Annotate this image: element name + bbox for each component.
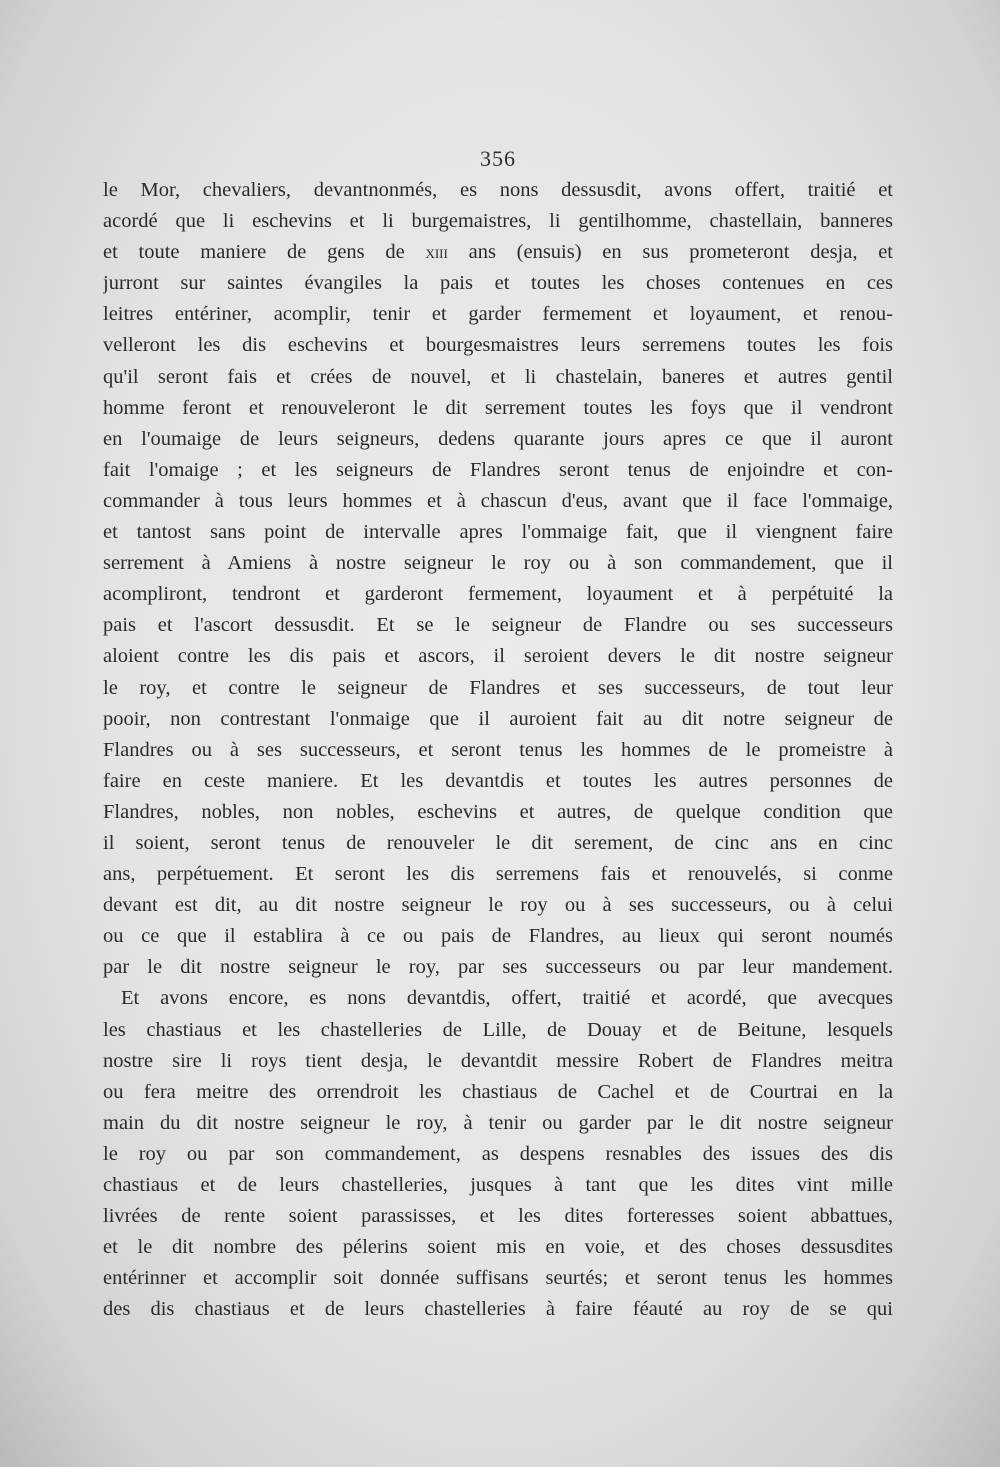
text-line: pais et l'ascort dessusdit. Et se le seigneur de Flandre ou ses successeurs	[103, 614, 893, 637]
text-segment: ans (ensuis) en sus prometeront desja, et	[447, 241, 893, 264]
body-text	[103, 175, 893, 1325]
page-number: 356	[480, 146, 516, 171]
text-line: et le dit nombre des pélerins soient mis en voie, et des choses dessusdites	[103, 1236, 893, 1259]
text-line: pooir, non contrestant l'onmaige que il auroient fait au dit notre seigneur de	[103, 707, 893, 730]
text-line: des dis chastiaus et de leurs chastelleries à faire féauté au roy de se qui	[103, 1298, 893, 1321]
text-line: nostre sire li roys tient desja, le devantdit messire Robert de Flandres meitra	[103, 1049, 893, 1072]
text-line: qu'il seront fais et crées de nouvel, et li chastelain, baneres et autres gentil	[103, 365, 893, 388]
text-line: Flandres ou à ses successeurs, et seront tenus les hommes de le promeistre à	[103, 738, 893, 761]
text-segment: et toute maniere de gens de	[103, 241, 426, 264]
text-line: main du dit nostre seigneur le roy, à tenir ou garder par le dit nostre seigneur	[103, 1111, 893, 1134]
text-line: fait l'omaige ; et les seigneurs de Flandres seront tenus de enjoindre et con-	[103, 458, 893, 481]
text-line: acordé que li eschevins et li burgemaistres, li gentilhomme, chastellain, banneres	[103, 210, 893, 233]
text-line	[103, 237, 893, 268]
text-line: acompliront, tendront et garderont fermement, loyaument et à perpétuité la	[103, 583, 893, 606]
text-line: livrées de rente soient parassisses, et les dites forteresses soient abbattues,	[103, 1205, 893, 1228]
text-line: aloient contre les dis pais et ascors, il seroient devers le dit nostre seigneur	[103, 645, 893, 668]
roman-numeral: xiii	[425, 242, 448, 263]
text-line: le Mor, chevaliers, devantnonmés, es nons dessusdit, avons offert, traitié et	[103, 179, 893, 201]
text-line: il soient, seront tenus de renouveler le dit serement, de cinc ans en cinc	[103, 831, 893, 854]
text-line: ans, perpétuement. Et seront les dis serremens fais et renouvelés, si conme	[103, 863, 893, 886]
text-line: Flandres, nobles, non nobles, eschevins et autres, de quelque condition que	[103, 800, 893, 823]
text-line: par le dit nostre seigneur le roy, par ses successeurs ou par leur mandement.	[103, 956, 893, 979]
text-line: le roy ou par son commandement, as despens resnables des issues des dis	[103, 1142, 893, 1165]
text-line: devant est dit, au dit nostre seigneur le roy ou à ses successeurs, ou à celui	[103, 894, 893, 917]
text-line: faire en ceste maniere. Et les devantdis et toutes les autres personnes de	[103, 769, 893, 792]
text-line: en l'oumaige de leurs seigneurs, dedens quarante jours apres ce que il auront	[103, 427, 893, 450]
text-line: ou ce que il establira à ce ou pais de Flandres, au lieux qui seront noumés	[103, 925, 893, 948]
text-line: velleront les dis eschevins et bourgesmaistres leurs serremens toutes les fois	[103, 334, 893, 357]
text-line: les chastiaus et les chastelleries de Lille, de Douay et de Beitune, lesquels	[103, 1018, 893, 1041]
text-line: serrement à Amiens à nostre seigneur le roy ou à son commandement, que il	[103, 552, 893, 575]
text-line: chastiaus et de leurs chastelleries, jusques à tant que les dites vint mille	[103, 1174, 893, 1196]
paragraph-first-line: Et avons encore, es nons devantdis, offert, traitié et acordé, que avecques	[121, 987, 893, 1010]
text-line: jurront sur saintes évangiles la pais et toutes les choses contenues en ces	[103, 272, 893, 295]
text-line: entérinner et accomplir soit donnée suffisans seurtés; et seront tenus les hommes	[103, 1267, 893, 1290]
text-line: ou fera meitre des orrendroit les chastiaus de Cachel et de Courtrai en la	[103, 1080, 893, 1103]
text-line: et tantost sans point de intervalle apres l'ommaige fait, que il viengnent faire	[103, 521, 893, 544]
text-line: le roy, et contre le seigneur de Flandres et ses successeurs, de tout leur	[103, 676, 893, 699]
text-line: commander à tous leurs hommes et à chascun d'eus, avant que il face l'ommaige,	[103, 489, 893, 512]
text-line: leitres entériner, acomplir, tenir et garder fermement et loyaument, et renou-	[103, 303, 893, 326]
text-line: homme feront et renouveleront le dit serrement toutes les foys que il vendront	[103, 396, 893, 419]
